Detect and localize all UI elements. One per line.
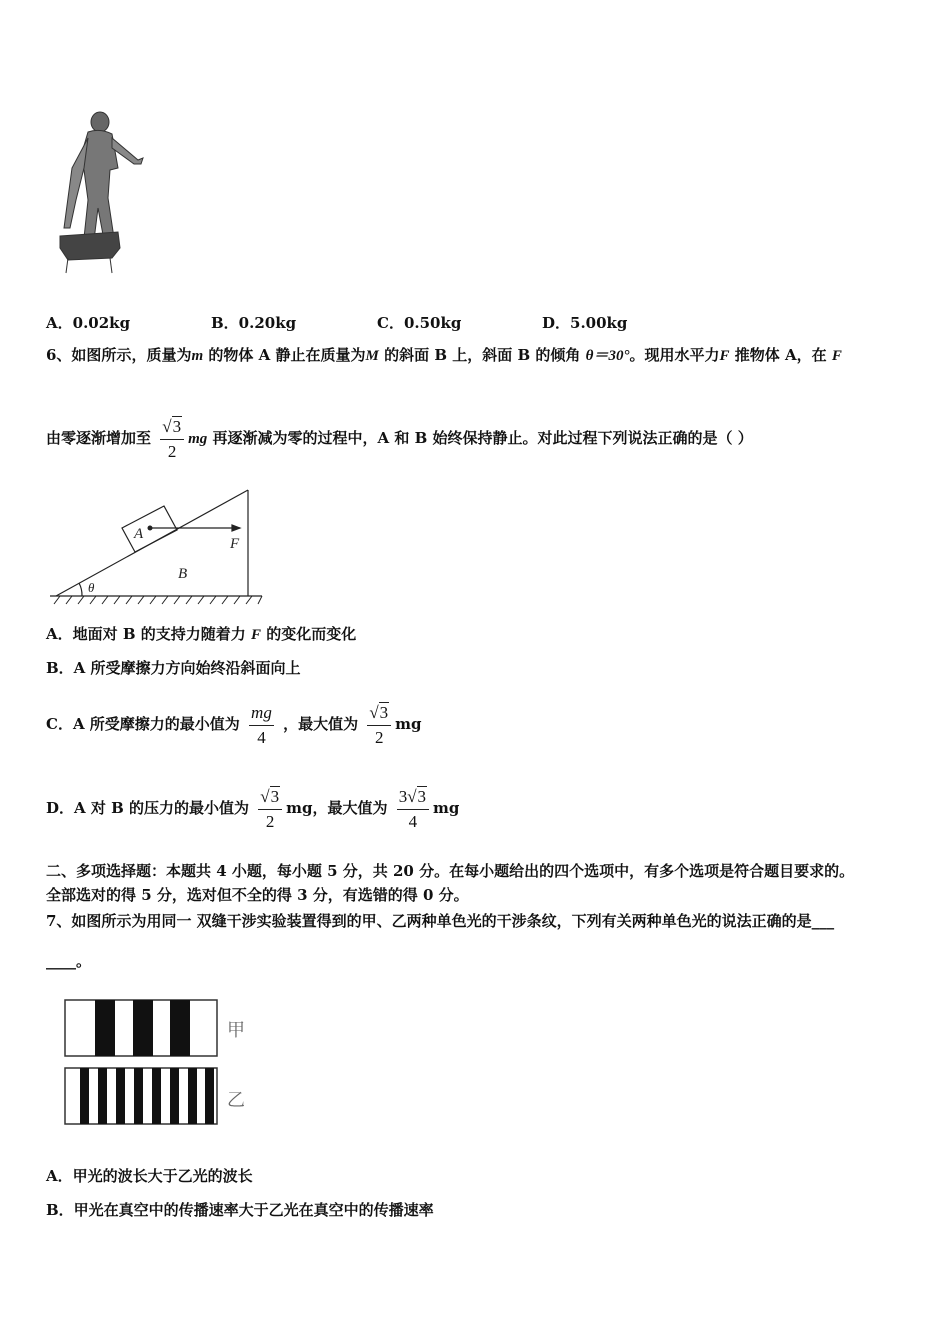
- incline-diagram: [50, 486, 270, 608]
- q6-stem-line1: 6、如图所示，质量为m 的物体 A 静止在质量为M 的斜面 B 上，斜面 B 的倾角 θ＝30°。现用水平力F 推物体 A，在 F: [46, 346, 842, 364]
- interference-fringes-diagram: [64, 998, 254, 1126]
- option-d: D．5.00kg: [542, 314, 628, 332]
- q6-option-c: C．A 所受摩擦力的最小值为 $\frac{mg}{4}$ ，最大值为 $\frac{√3}{2}$ mg: [46, 702, 422, 747]
- section2-heading-line2: 全部选对的得 5 分，选对但不全的得 3 分，有选错的得 0 分。: [46, 886, 469, 904]
- q6-option-a: A．地面对 B 的支持力随着力 F 的变化而变化: [46, 625, 357, 643]
- svg-text:B: B: [178, 566, 188, 582]
- q7-option-a: A．甲光的波长大于乙光的波长: [46, 1167, 253, 1185]
- svg-text:θ: θ: [88, 580, 95, 595]
- flyboard-person-image: [48, 108, 148, 278]
- svg-text:A: A: [134, 526, 144, 542]
- q7-option-b: B．甲光在真空中的传播速率大于乙光在真空中的传播速率: [46, 1201, 434, 1219]
- svg-text:F: F: [230, 536, 240, 552]
- q7-stem-line2: ____。: [46, 952, 92, 970]
- svg-text:甲: 甲: [227, 1020, 245, 1041]
- option-c: C．0.50kg: [377, 314, 462, 332]
- q6-option-b: B．A 所受摩擦力方向始终沿斜面向上: [46, 659, 301, 677]
- option-b: B．0.20kg: [211, 314, 297, 332]
- fraction-sqrt3-over-2: $\frac{√3}{2}$: [160, 417, 184, 462]
- q6-option-d: D．A 对 B 的压力的最小值为 $\frac{√3}{2}$ mg，最大值为 $\frac{3√3}{4}$ mg: [46, 786, 460, 831]
- svg-text:乙: 乙: [227, 1090, 245, 1111]
- option-a: A．0.02kg: [46, 314, 131, 332]
- q6-stem-line2: 由零逐渐增加至 $\frac{√3}{2}$ mg 再逐渐减为零的过程中，A 和 B 始终保持静止。对此过程下列说法正确的是（ ）: [46, 416, 753, 461]
- section2-heading-line1: 二、多项选择题：本题共 4 小题，每小题 5 分，共 20 分。在每小题给出的四个选项中，有多个选项是符合题目要求的。: [46, 862, 855, 880]
- q7-stem-line1: 7、如图所示为用同一 双缝干涉实验装置得到的甲、乙两种单色光的干涉条纹，下列有关两种单色光的说法正确的是___: [46, 912, 835, 930]
